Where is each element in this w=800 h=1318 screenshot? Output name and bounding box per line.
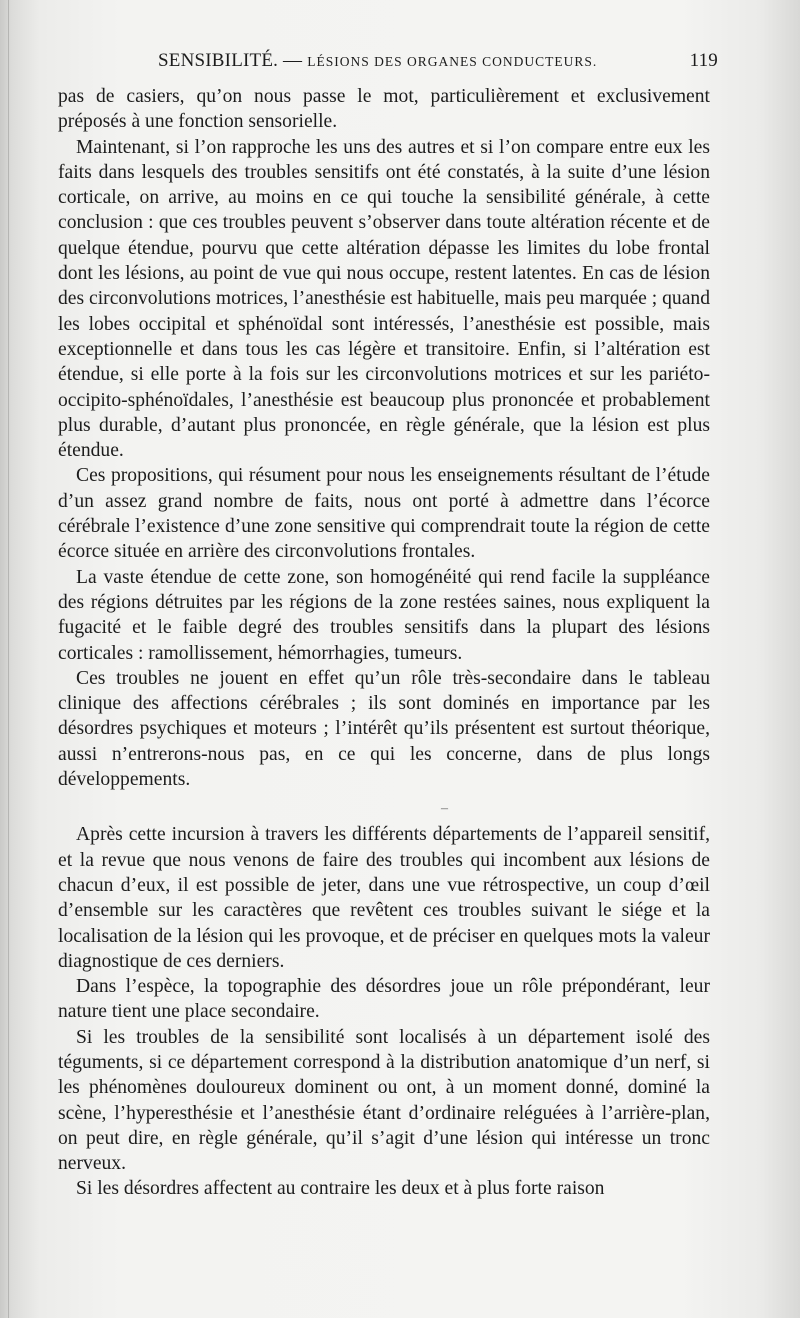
paragraph: Après cette incursion à travers les différents départements de l’appareil sensitif, et la revue que nous venons de faire des troubles qui incombent aux lésions de chacun d’eux, il est possible de jeter, dans une vue rétrospective, un coup d’œil d’ensemble sur les caractères que revêtent ces troubles suivant le siége et la localisation de la lésion qui les provoque, et de préciser en quelques mots la valeur diagnostique de ces derniers.: [58, 824, 710, 972]
paragraph: Si les désordres affectent au contraire les deux et à plus forte raison: [76, 1178, 605, 1200]
paragraph: Maintenant, si l’on rapproche les uns des autres et si l’on compare entre eux les faits dans lesquels des troubles sensitifs ont été constatés, à la suite d’une lésion corticale, on arrive, au moins en ce qui touche la sensibilité générale, à cette conclusion : que ces troubles peuvent s’observer dans toute altération récente et de quelque étendue, pourvu que cette altération dépasse les limites du lobe frontal dont les lésions, au point de vue qui nous occupe, restent latentes. En cas de lésion des circonvolutions motrices, l’anesthésie est habituelle, mais peu marquée ; quand les lobes occipital et sphénoïdal sont intéressés, l’anesthésie est possible, mais exceptionnelle et dans tous les cas légère et transitoire. Enfin, si l’altération est étendue, si elle porte à la fois sur les circonvolutions motrices et sur les pariéto-occipito-sphénoïdales, l’anesthésie est beaucoup plus prononcée et probablement plus durable, d’autant plus prononcée, en règle générale, que la lésion est plus étendue.: [58, 136, 710, 462]
page-gutter: [8, 0, 9, 1318]
section-break: [58, 792, 710, 822]
section-break-mark: –: [441, 801, 448, 817]
header-title: SENSIBILITÉ.: [158, 50, 279, 71]
header-subtitle: LÉSIONS DES ORGANES CONDUCTEURS.: [307, 54, 598, 69]
paragraph: Ces propositions, qui résument pour nous les enseignements résultant de l’étude d’un assez grand nombre de faits, nous ont porté à admettre dans l’écorce cérébrale l’existence d’une zone sensitive qui comprendrait toute la région de cette écorce située en arrière des circonvolutions frontales.: [58, 465, 710, 563]
paragraph: Dans l’espèce, la topographie des désordres joue un rôle prépondérant, leur nature tient une place secondaire.: [58, 976, 710, 1023]
paragraph: La vaste étendue de cette zone, son homogénéité qui rend facile la suppléance des régions détruites par les régions de la zone restées saines, nous expliquent la fugacité et le faible degré des troubles sensitifs dans la plupart des lésions corticales : ramollissement, hémorrhagies, tumeurs.: [58, 566, 710, 664]
body-text: [58, 84, 710, 1202]
paragraph: pas de casiers, qu’on nous passe le mot, particulièrement et exclusivement préposés à une fonction sensorielle.: [58, 86, 710, 133]
page-number: 119: [689, 50, 718, 71]
paragraph: Si les troubles de la sensibilité sont localisés à un département isolé des téguments, si ce département correspond à la distribution anatomique d’un nerf, si les phénomènes douloureux dominent ou ont, à un moment donné, dominé la scène, l’hyperesthésie et l’anesthésie étant d’ordinaire reléguées à l’arrière-plan, on peut dire, en règle générale, qu’il s’agit d’une lésion qui intéresse un tronc nerveux.: [58, 1026, 710, 1175]
paragraph: Ces troubles ne jouent en effet qu’un rôle très-secondaire dans le tableau clinique des affections cérébrales ; ils sont dominés en importance par les désordres psychiques et moteurs ; l’intérêt qu’ils présentent est surtout théorique, aussi n’entrerons-nous pas, en ce qui les concerne, dans de plus longs développements.: [58, 667, 710, 791]
header-dash: —: [283, 50, 303, 71]
running-title: [158, 50, 597, 72]
running-head: [58, 50, 718, 74]
